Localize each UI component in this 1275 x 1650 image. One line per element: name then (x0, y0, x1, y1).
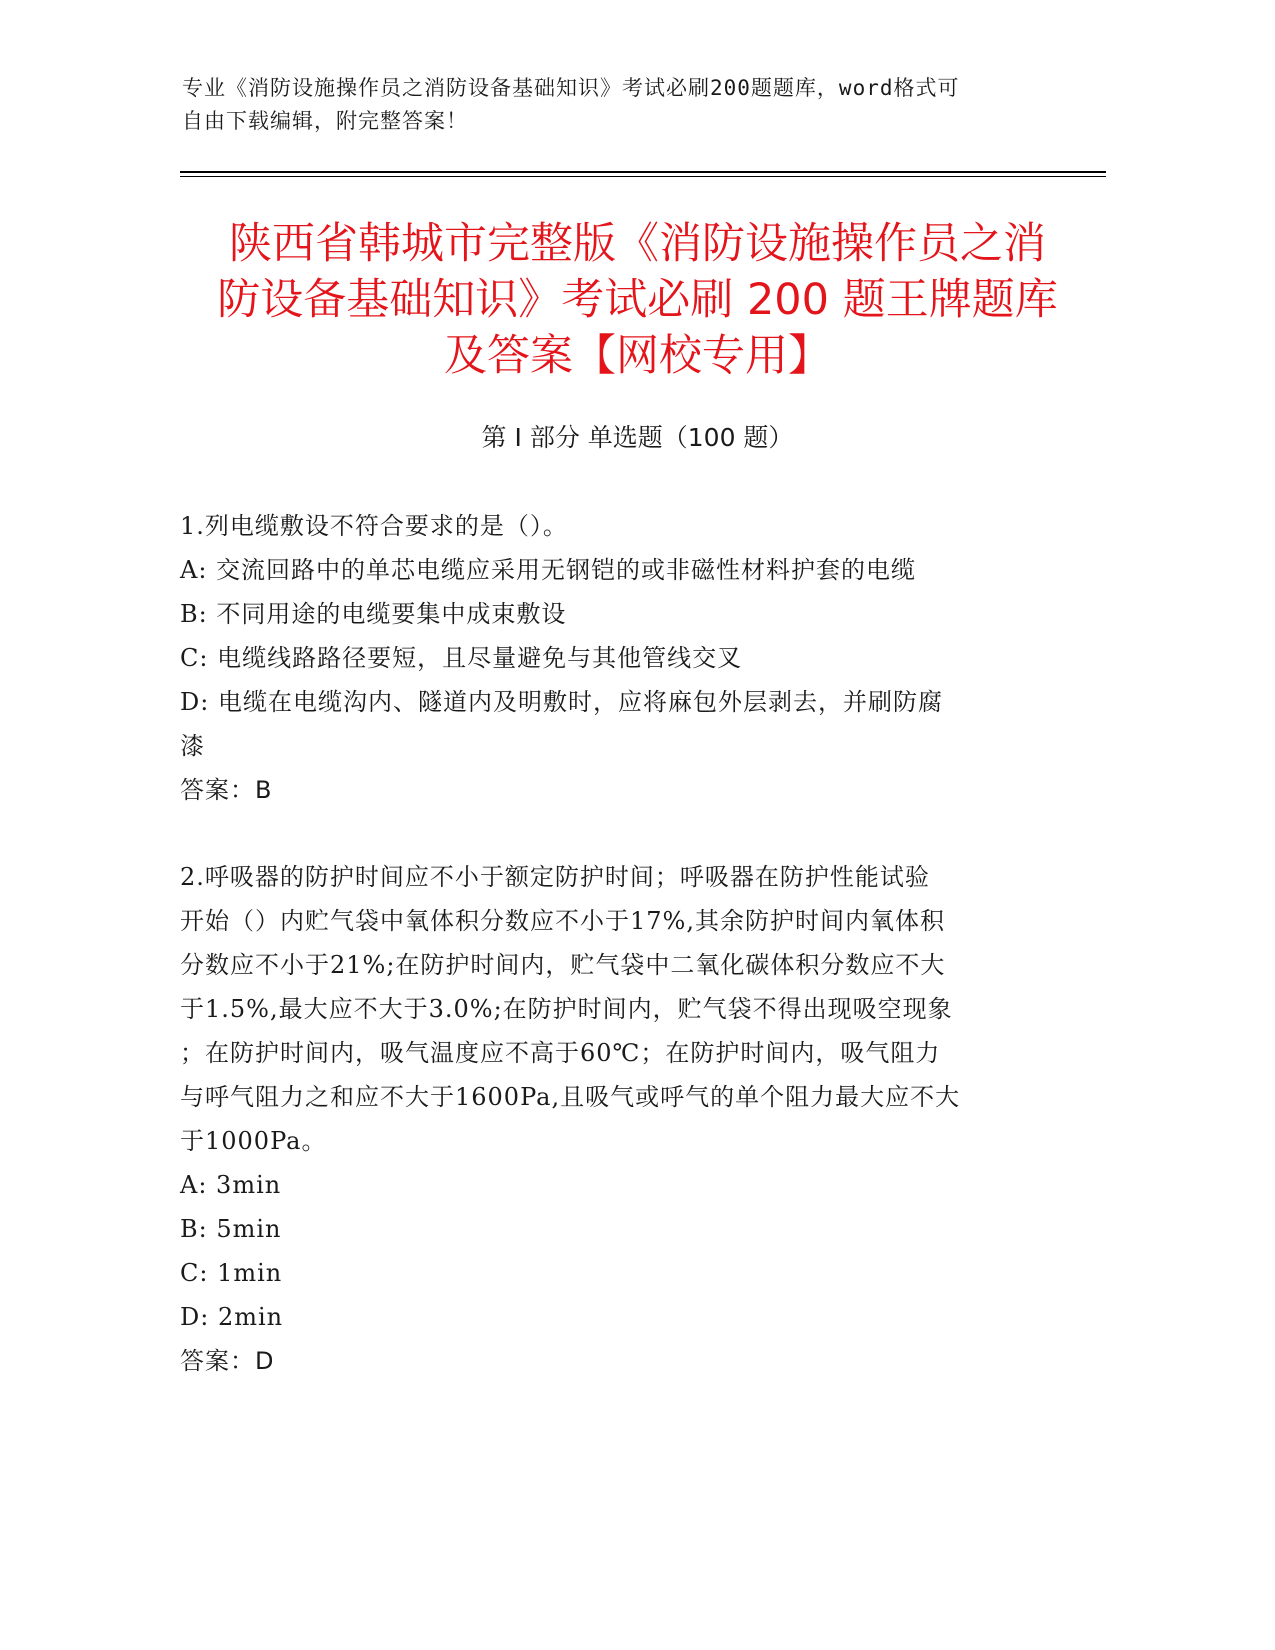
header-divider-thin (180, 176, 1106, 177)
question-stem: 于1000Pa。 (180, 1127, 327, 1155)
question-stem: 与呼气阻力之和应不大于1600Pa,且吸气或呼气的单个阻力最大应不大 (180, 1083, 961, 1111)
header-note-line: 自由下载编辑，附完整答案！ (182, 109, 468, 133)
questions-list (180, 504, 1040, 1383)
title-line: 陕西省韩城市完整版《消防设施操作员之消 (229, 219, 1046, 269)
title-line: 及答案【网校专用】 (444, 331, 831, 381)
question-option: D: 2min (180, 1303, 284, 1331)
question-spacer (180, 812, 1040, 855)
question-stem: 开始（）内贮气袋中氧体积分数应不小于17%,其余防护时间内氧体积 (180, 907, 945, 935)
question-stem: 2.呼吸器的防护时间应不小于额定防护时间；呼吸器在防护性能试验 (180, 863, 930, 891)
header-divider-thick (180, 171, 1106, 173)
title-line: 防设备基础知识》考试必刷 200 题王牌题库 (217, 275, 1058, 325)
question-stem: 1.列电缆敷设不符合要求的是（）。 (180, 512, 568, 540)
header-note-line: 专业《消防设施操作员之消防设备基础知识》考试必刷200题题库，word格式可 (182, 76, 960, 100)
question-option: B: 不同用途的电缆要集中成束敷设 (180, 600, 567, 628)
question-option: A: 交流回路中的单芯电缆应采用无钢铠的或非磁性材料护套的电缆 (180, 556, 917, 584)
question-item (180, 504, 1040, 812)
question-stem: 于1.5%,最大应不大于3.0%;在防护时间内，贮气袋不得出现吸空现象 (180, 995, 953, 1023)
question-answer: 答案：B (180, 776, 273, 804)
question-answer: 答案：D (180, 1347, 275, 1375)
question-option: C: 1min (180, 1259, 283, 1287)
question-stem: ；在防护时间内，吸气温度应不高于60℃；在防护时间内，吸气阻力 (180, 1039, 941, 1067)
question-option: C: 电缆线路路径要短，且尽量避免与其他管线交叉 (180, 644, 743, 672)
document-title (160, 216, 1115, 384)
question-item (180, 855, 1040, 1383)
question-option: B: 5min (180, 1215, 282, 1243)
question-option: 漆 (180, 732, 205, 760)
section-title: 第 I 部分 单选题（100 题） (481, 423, 794, 452)
question-stem: 分数应不小于21%;在防护时间内，贮气袋中二氧化碳体积分数应不大 (180, 951, 946, 979)
header-note (182, 72, 1042, 138)
question-option: A: 3min (180, 1171, 282, 1199)
question-option: D: 电缆在电缆沟内、隧道内及明敷时，应将麻包外层剥去，并刷防腐 (180, 688, 943, 716)
